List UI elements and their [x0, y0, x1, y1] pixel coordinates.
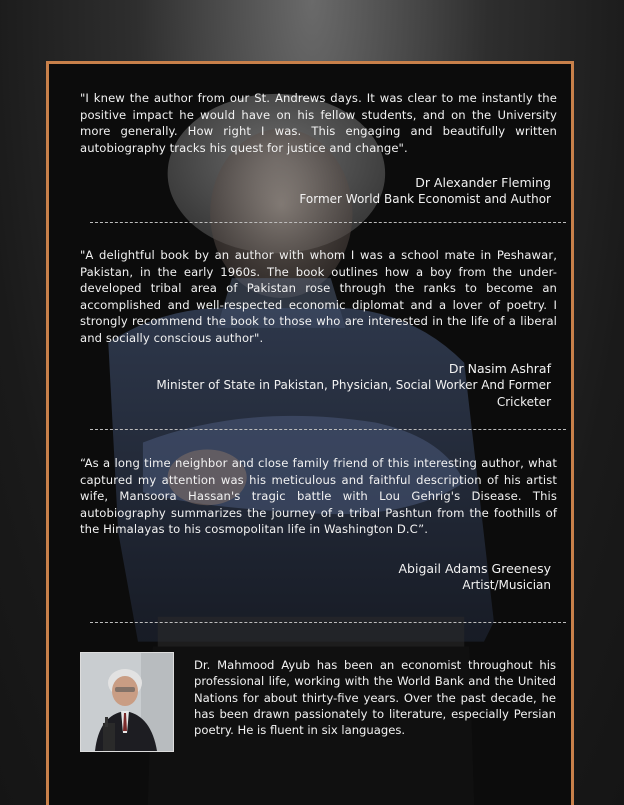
content-layer: [49, 64, 571, 805]
separator-line-3: [90, 622, 566, 623]
testimonial-role-3: Artist/Musician: [462, 578, 551, 592]
back-cover-panel: [46, 61, 574, 805]
testimonial-attribution-1: [91, 174, 551, 208]
testimonial-attribution-2: [131, 360, 551, 411]
author-portrait-photo: [80, 652, 174, 752]
testimonial-author-3: Abigail Adams Greenesy: [398, 561, 551, 576]
testimonial-quote-3: “As a long time neighbor and close family friend of this interesting author, what captured my attention was his meticulous and faithful description of his artist wife, Mansoora Hassan's tragic battle with Lou Gehrig's Disease. This autobiography summarizes the journey of a tribal Pashtun from the foothills of the Himalayas to his cosmopolitan life in Washington D.C”.: [80, 456, 557, 536]
author-bio-text: Dr. Mahmood Ayub has been an economist throughout his professional life, working with the World Bank and the United Nations for about thirty-five years. Over the past decade, he has been drawn passionately to literature, especially Persian poetry. He is fluent in six languages.: [194, 658, 556, 738]
testimonial-role-2: Minister of State in Pakistan, Physician, Social Worker And Former Cricketer: [156, 378, 551, 409]
separator-line-2: [90, 429, 566, 430]
separator-line-1: [90, 222, 566, 223]
testimonial-role-1: Former World Bank Economist and Author: [299, 192, 551, 206]
testimonial-attribution-3: [91, 560, 551, 594]
testimonial-quote-2: "A delightful book by an author with whom I was a school mate in Peshawar, Pakistan, in the early 1960s. The book outlines how a boy from the under-developed tribal area of Pakistan rose through the ranks to become an accomplished and well-respected economic diplomat and a lover of poetry. I strongly recommend the book to those who are interested in the life of a liberal and socially conscious author".: [80, 248, 557, 345]
testimonial-quote-1: "I knew the author from our St. Andrews days. It was clear to me instantly the positive impact he would have on his fellow students, and on the University more generally. How right I was. This engaging and beautifully written autobiography tracks his quest for justice and change".: [80, 91, 557, 155]
testimonial-author-2: Dr Nasim Ashraf: [448, 361, 551, 376]
testimonial-author-1: Dr Alexander Fleming: [415, 175, 551, 190]
